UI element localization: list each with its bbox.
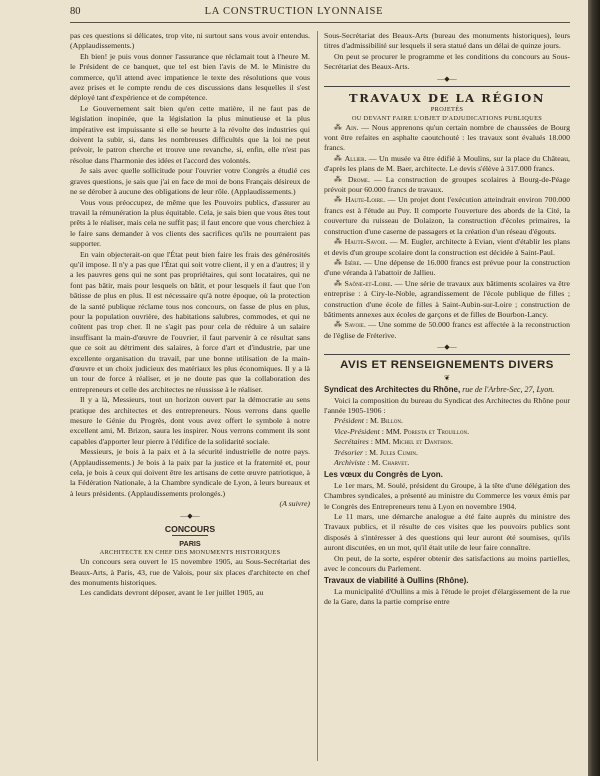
section-heading-travaux: TRAVAUX DE LA RÉGION <box>349 90 545 105</box>
running-header <box>0 6 588 22</box>
region-item: ⁂ Savoie. — Une somme de 50.000 francs est affectée à la reconstruction de l'église de Fréterive. <box>324 320 571 340</box>
region-item: ⁂ Saône-et-Loire. — Une série de travaux aux bâtiments scolaires va être entreprise : à Ciry-le-Noble, agrandissement de l'école publique de filles ; construction d'une école de filles à Saint-Aubin-sur-Loire ; construction de bâtiments annexes aux écoles de garçons et de filles de Bourbon-Lancy. <box>324 278 570 319</box>
voeux-paragraph: On peut, de la sorte, espérer obtenir des satisfactions au moins partielles, avec le concours du Parlement. <box>324 553 570 574</box>
region-item: ⁂ Haute-Savoie. — M. Eugler, architecte à Evian, vient d'établir les plans et devis d'un groupe scolaire dont la construction est décidée à Saint-Paul. <box>324 237 570 257</box>
section-rule <box>324 354 570 355</box>
oullins-paragraph: La municipalité d'Oullins a mis à l'étude le projet d'élargissement de la rue de la Gare, dans la partie comprise entre <box>324 586 570 607</box>
bureau-member: Vice-Président : MM. Poresta et Trouillon. <box>334 426 470 436</box>
section-rule <box>324 86 570 87</box>
ornament-icon: —◆— <box>437 74 457 83</box>
right-column <box>324 31 570 608</box>
subheading-paris: PARIS <box>179 539 201 549</box>
concours-paragraph: On peut se procurer le programme et les conditions du concours au Sous-Secrétariat des Beaux-Arts. <box>324 51 570 72</box>
speech-paragraph: En vain objecterait-on que l'État peut bien faire les frais des générosités qu'il impose. Il n'y a pas que l'État qui soit votre client, il y en a d'autres; il y a les pauvres gens qui ne sont pas propriétaires, qui sont locataires, qui ne font pas bâtir, mais pour lesquels on bâtit, et pour lesquels il faut que l'on bâtisse de plus en plus. Il est nécessaire qu'à notre époque, où la protection de la santé publique réclame tous nos concours, on fasse de plus en plus, pour la population ouvrière, des habitations salubres, commodes, et qui ne coûtent pas trop cher. Il ne s'agit pas pour cela de réduire à un salaire insuffisant la main-d'œuvre de l'ouvrier, il faut parvenir à ce résultat sans que ce soit au détriment des salaires, à force d'art et d'industrie, par une excellente organisation du travail, par une bonne utilisation de la main-d'œuvre et un choix judicieux des matériaux les plus économiques. Il y a là un tour de force à réaliser, et je ne doute pas que la collaboration des entrepreneurs et celle des architectes ne réussisse à le réaliser. <box>70 249 310 394</box>
book-spine-edge <box>588 0 600 776</box>
region-item: ⁂ Ain. — Nous apprenons qu'un certain nombre de chaussées de Bourg vont être refaites en asphalte caoutchouté : les travaux sont évalués 18.000 francs. <box>324 122 570 153</box>
speech-paragraph: Il y a là, Messieurs, tout un horizon ouvert par la démocratie au sens pratique des architectes et des entrepreneurs. Nous verrons dans quelle mesure le Génie du Progrès, dont vous avez offert le symbole à notre excellent ami, M. Brizon, saura les inspirer. Nous verrons comment ils sont capables d'apporter leur pierre à l'édifice de la solidarité sociale. <box>70 395 310 446</box>
subheading-architecte: ARCHITECTE EN CHEF DES MONUMENTS HISTORIQUES <box>99 549 281 557</box>
syndicat-heading: Syndicat des Architectes du Rhône, rue de l'Arbre-Sec, 27, Lyon. <box>324 385 555 395</box>
concours-paragraph: Les candidats devront déposer, avant le 1er juillet 1905, au <box>80 588 264 598</box>
header-rule <box>70 22 570 23</box>
voeux-paragraph: Le 11 mars, une démarche analogue a été faite auprès du ministre des Travaux publics, et il résulte de ces visites que les pouvoirs publics sont disposés à s'intéresser à des questions qui leur auront été soumises, qu'ils auront discutées, en un mot, qu'il était utile de leur faire connaître. <box>324 512 570 553</box>
speech-paragraph: Vous vous préoccupez, de même que les Pouvoirs publics, d'assurer au travail la rémunération la plus équitable. Cela, je sais bien que vous êtes tout prêts à le réaliser, mais cela ne suffit pas; il faut encore que vous cherchiez à le faire sans demander à vos clients des sacrifices qu'ils ne pourraient pas supporter. <box>70 197 310 249</box>
region-item: ⁂ Isère. — Une dépense de 16.000 francs est prévue pour la construction d'une véranda à l'abattoir de Jallieu. <box>324 257 570 278</box>
region-item: ⁂ Allier. — Un musée va être édifié à Moulins, sur la place du Château, d'après les plans de M. Baer, architecte. Le devis s'élève à 317.000 francs. <box>324 153 570 174</box>
voeux-heading: Les vœux du Congrès de Lyon. <box>324 470 443 480</box>
section-heading-concours: CONCOURS <box>164 523 216 534</box>
subheading-adjudications: OU DEVANT FAIRE L'OBJET D'ADJUDICATIONS PUBLIQUES <box>351 114 543 122</box>
left-column <box>70 31 310 599</box>
bureau-member: Président : M. Billon. <box>334 416 403 426</box>
syndicat-intro: Voici la composition du bureau du Syndicat des Architectes du Rhône pour l'année 1905-1906 : <box>324 395 570 415</box>
heading-underline <box>172 535 208 536</box>
bureau-member: Archiviste : M. Charvet. <box>334 458 410 467</box>
oullins-heading: Travaux de viabilité à Oullins (Rhône). <box>324 576 469 586</box>
bureau-member: Secrétaires : MM. Michel et Danthon. <box>334 437 453 447</box>
speech-paragraph: Je sais avec quelle sollicitude pour l'ouvrier votre Congrès a étudié ces graves questions, je sais que j'ai en face de moi de bons Français désireux de ne se dérober à aucune des obligations de leur rôle. (Applaudissements.) <box>70 166 310 197</box>
ornament-icon: —◆— <box>180 511 200 520</box>
to-be-continued: (A suivre) <box>279 499 310 509</box>
speech-paragraph: Eh bien! je puis vous donner l'assurance que réclamait tout à l'heure M. le Président de ce banquet, que tel est bien l'avis de M. le Ministre du commerce, qu'il attend avec impatience le texte des résolutions que vous avez prises et le compte rendu de ces discussions dans lesquelles il s'est déployé tant d'expérience et de compétence. <box>70 51 310 103</box>
section-heading-avis: AVIS ET RENSEIGNEMENTS DIVERS <box>340 359 554 372</box>
speech-paragraph: Le Gouvernement sait bien qu'en cette matière, il ne faut pas de législation inopinée, que la législation la plus minutieuse et la plus impérative est impuissante si elle se heurte à la révolte des industries qui doivent la subir, si, dans les nombreuses difficultés que la loi ne peut prévoir, le patron cherche et trouve une revanche, si, enfin, elle n'est pas résolue dans l'harmonie des idées et l'accord des volontés. <box>70 103 310 165</box>
concours-paragraph: Sous-Secrétariat des Beaux-Arts (bureau des monuments historiques), leurs titres d'admissibilité sur lesquels il sera statué dans un délai de quinze jours. <box>324 31 570 51</box>
speech-paragraph: pas ces questions si délicates, trop vite, ni surtout sans vous avoir entendus. (Applaudissements.) <box>70 31 310 51</box>
journal-title: LA CONSTRUCTION LYONNAISE <box>204 6 384 17</box>
concours-paragraph: Un concours sera ouvert le 15 novembre 1905, au Sous-Secrétariat des Beaux-Arts, à Paris, 43, rue de Valois, pour six places d'architecte en chef des monuments historiques. <box>70 557 310 587</box>
region-item: ⁂ Drome. — La construction de groupes scolaires à Bourg-de-Péage prévoit pour 60.000 francs de travaux. <box>324 174 570 195</box>
bureau-member: Trésorier : M. Jules Cumin. <box>334 447 418 457</box>
column-rule <box>317 31 318 761</box>
region-item: ⁂ Haute-Loire. — Un projet dont l'exécution atteindrait environ 700.000 francs est à l'étude au Puy. Il comporte l'ouverture des abords de la Cité, la couverture du ruisseau de Dolaizon, la construction d'écoles primaires, la construction d'une caserne de passagers et la création d'un réseau d'égouts. <box>324 195 570 236</box>
ornament-icon: —◆— <box>437 343 457 352</box>
page-number: 80 <box>70 6 81 17</box>
ornament-icon: ❦ <box>444 374 450 383</box>
speech-paragraph: Messieurs, je bois à la paix et à la sécurité industrielle de notre pays. (Applaudissements.) Je bois à la paix par la justice et la fraternité et, pour cela, je bois à ceux qui doivent être les artisans de cette œuvre patriotique, à la Fédération Nationale, à la Chambre syndicale de Lyon, à leurs bureaux et à leurs présidents. (Applaudissements prolongés.) <box>70 447 310 498</box>
subheading-projetes: PROJETÉS <box>430 105 464 113</box>
voeux-paragraph: Le 1er mars, M. Soulé, président du Groupe, à la tête d'une délégation des Chambres syndicales, a présenté au ministre du Commerce les vœux émis par le Congrès des Entrepreneurs tenu à Lyon en novembre 1904. <box>324 480 570 511</box>
